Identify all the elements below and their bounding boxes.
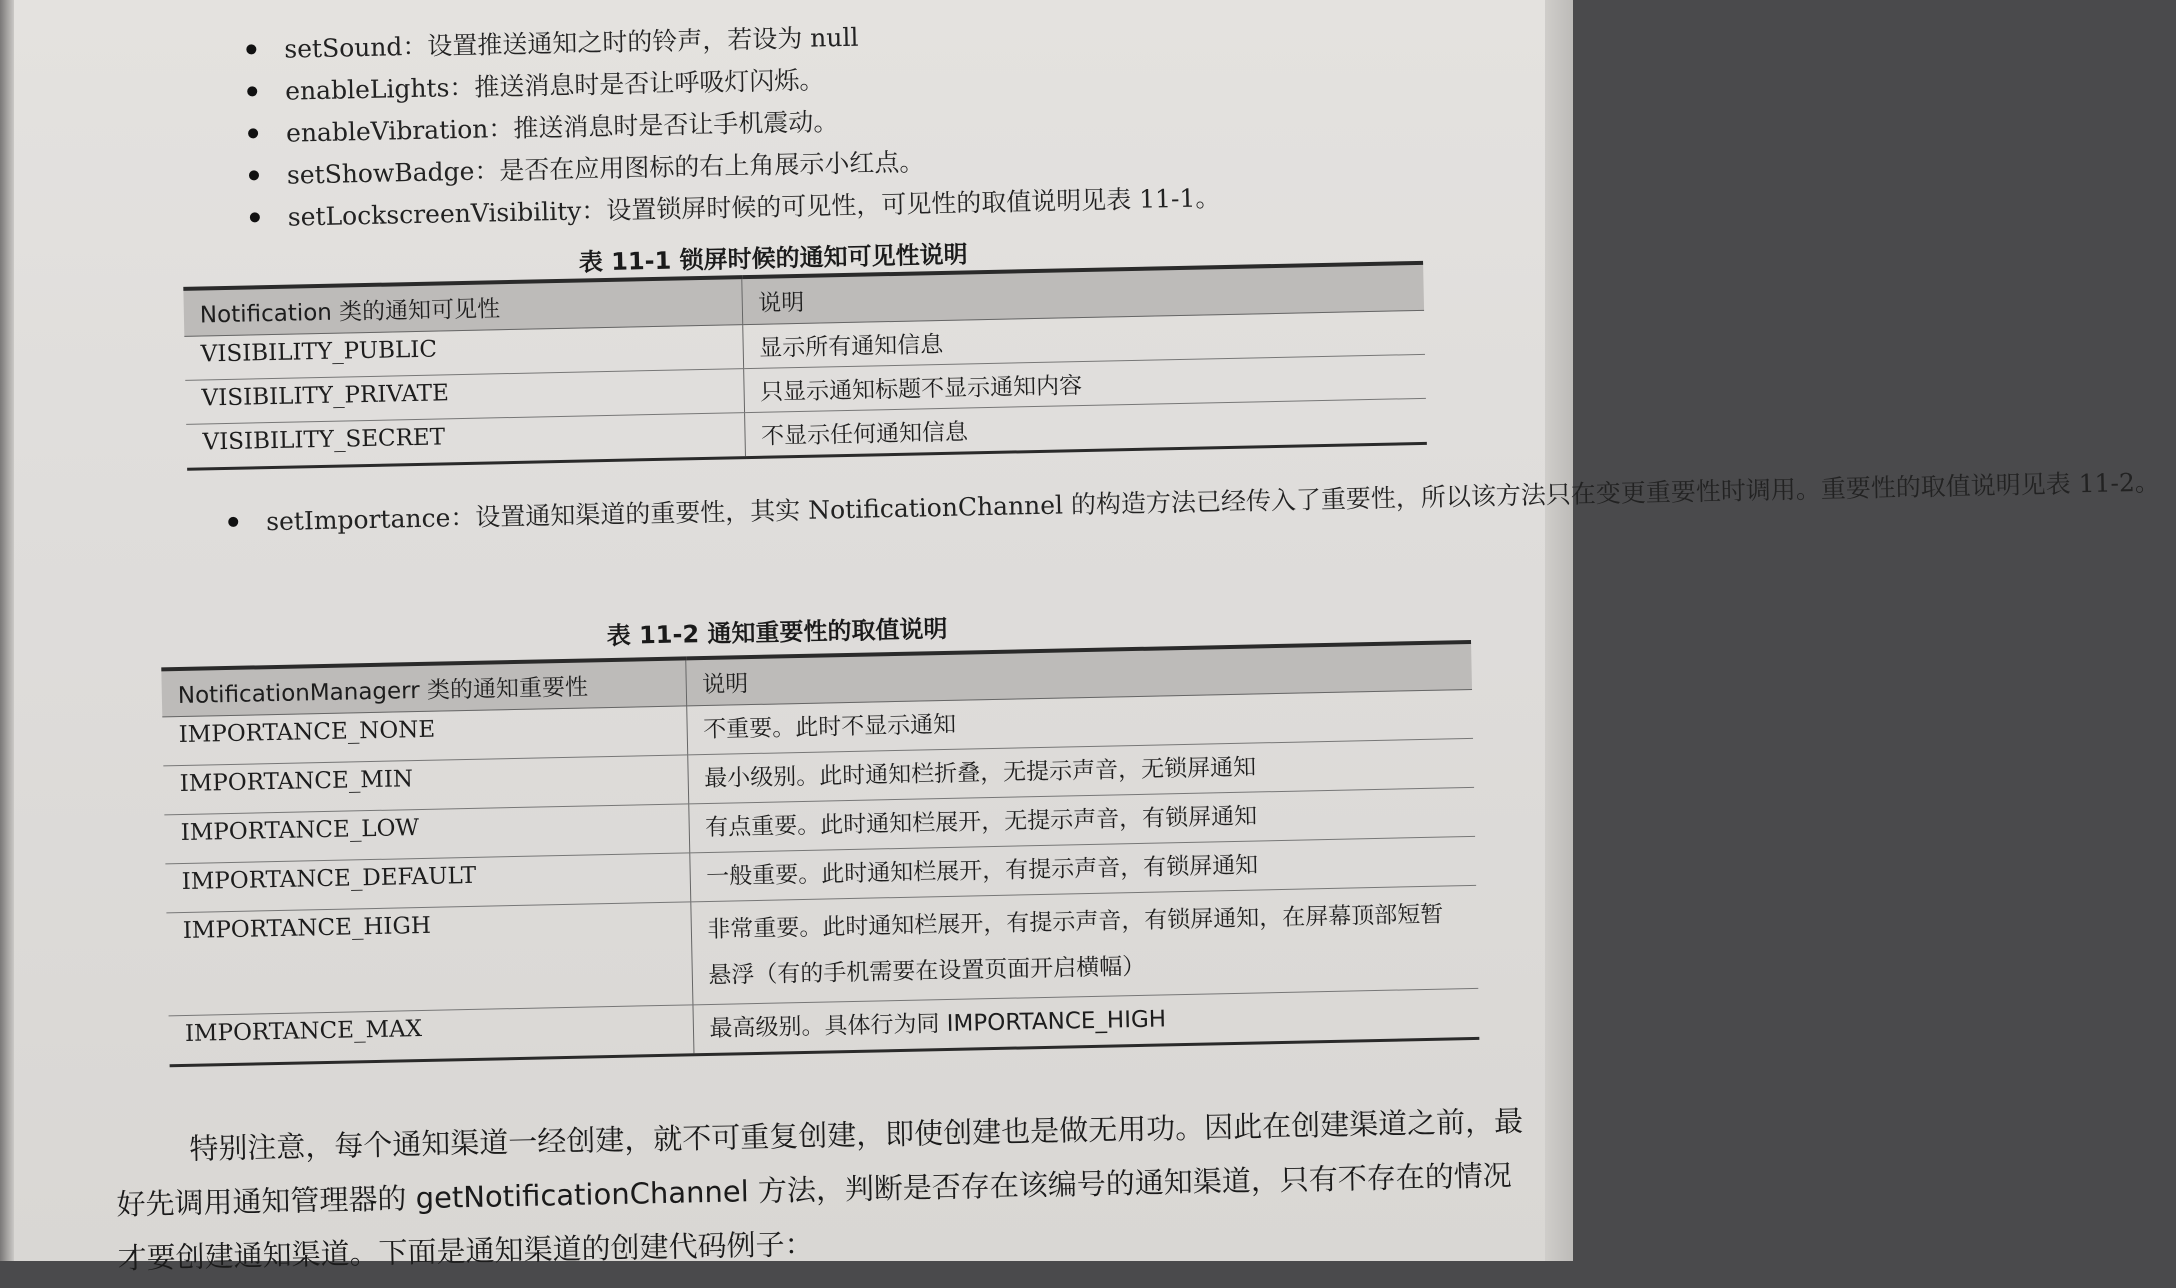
- importance-table: [161, 640, 1479, 1067]
- table-cell: 有点重要。此时通知栏展开，无提示声音，有锁屏通知: [688, 787, 1475, 852]
- bullet-term: enableLights: [284, 73, 450, 106]
- table-header-cell: 说明: [685, 642, 1472, 706]
- table-cell: IMPORTANCE_NONE: [162, 706, 687, 766]
- bullet-desc: ：设置锁屏时候的可见性，可见性的取值说明见表 11-1。: [581, 183, 1221, 226]
- visibility-table: [183, 261, 1427, 471]
- bullet-term: setShowBadge: [286, 156, 475, 190]
- table-cell: 不重要。此时不显示通知: [686, 689, 1473, 754]
- table-cell: 非常重要。此时通知栏展开，有提示声音，有锁屏通知，在屏幕顶部短暂悬浮（有的手机需要在设置页面开启横幅）: [690, 885, 1478, 1004]
- bullet-term: enableVibration: [285, 114, 489, 148]
- table-cell: VISIBILITY_PUBLIC: [184, 325, 743, 381]
- table-cell: IMPORTANCE_DEFAULT: [165, 853, 690, 913]
- table2-caption: 表 11-2 通知重要性的取值说明: [606, 614, 948, 651]
- table-cell: IMPORTANCE_MAX: [169, 1005, 694, 1066]
- table-cell: IMPORTANCE_LOW: [164, 804, 689, 864]
- table-cell: VISIBILITY_SECRET: [186, 413, 745, 470]
- table-cell: 只显示通知标题不显示通知内容: [743, 354, 1426, 412]
- table-cell: 不显示任何通知信息: [744, 398, 1427, 457]
- table-cell: 最小级别。此时通知栏折叠，无提示声音，无锁屏通知: [687, 738, 1474, 803]
- table1-caption: 表 11-1 锁屏时候的通知可见性说明: [578, 240, 968, 277]
- bullet-term: setImportance: [265, 503, 451, 537]
- bullet-desc: ：设置通知渠道的重要性，其实 NotificationChannel 的构造方法已经传入了重要性，所以该方法只在变更重要性时调用。重要性的取值说明见表 11-2。: [450, 467, 2161, 533]
- bullet-setimportance: [265, 467, 2161, 543]
- bullet-desc: ：推送消息时是否让呼吸灯闪烁。: [449, 65, 825, 103]
- bullet-term: setSound: [284, 32, 403, 64]
- bullet-desc: ：推送消息时是否让手机震动。: [488, 107, 839, 144]
- table-header-cell: 说明: [741, 263, 1424, 325]
- table-cell: 最高级别。具体行为同 IMPORTANCE_HIGH: [692, 988, 1479, 1054]
- table-header-cell: Notification 类的通知可见性: [183, 277, 742, 336]
- table-header-cell: NotificationManagerr 类的通知重要性: [161, 658, 686, 716]
- importance-bullet-list: [265, 467, 2161, 543]
- bullet-desc: ：是否在应用图标的右上角展示小红点。: [474, 147, 925, 186]
- table-cell: VISIBILITY_PRIVATE: [185, 369, 744, 425]
- table-cell: 一般重要。此时通知栏展开，有提示声音，有锁屏通知: [689, 836, 1476, 901]
- bullet-desc: ：设置推送通知之时的铃声，若设为 null: [402, 22, 859, 62]
- bullet-term: setLockscreenVisibility: [287, 196, 582, 232]
- table-cell: IMPORTANCE_HIGH: [166, 902, 692, 1016]
- body-paragraph: 特别注意，每个通知渠道一经创建，就不可重复创建，即使创建也是做无用功。因此在创建渠道之前，最好先调用通知管理器的 getNotificationChannel 方法，判断是否存在该编号的通知渠道，只有不存在的情况才要创建通知渠道。下面是通知渠道的创建代码例子：: [116, 1103, 1524, 1276]
- method-bullet-list: [284, 9, 1221, 238]
- table-cell: 显示所有通知信息: [742, 310, 1425, 368]
- table-cell: IMPORTANCE_MIN: [163, 755, 688, 815]
